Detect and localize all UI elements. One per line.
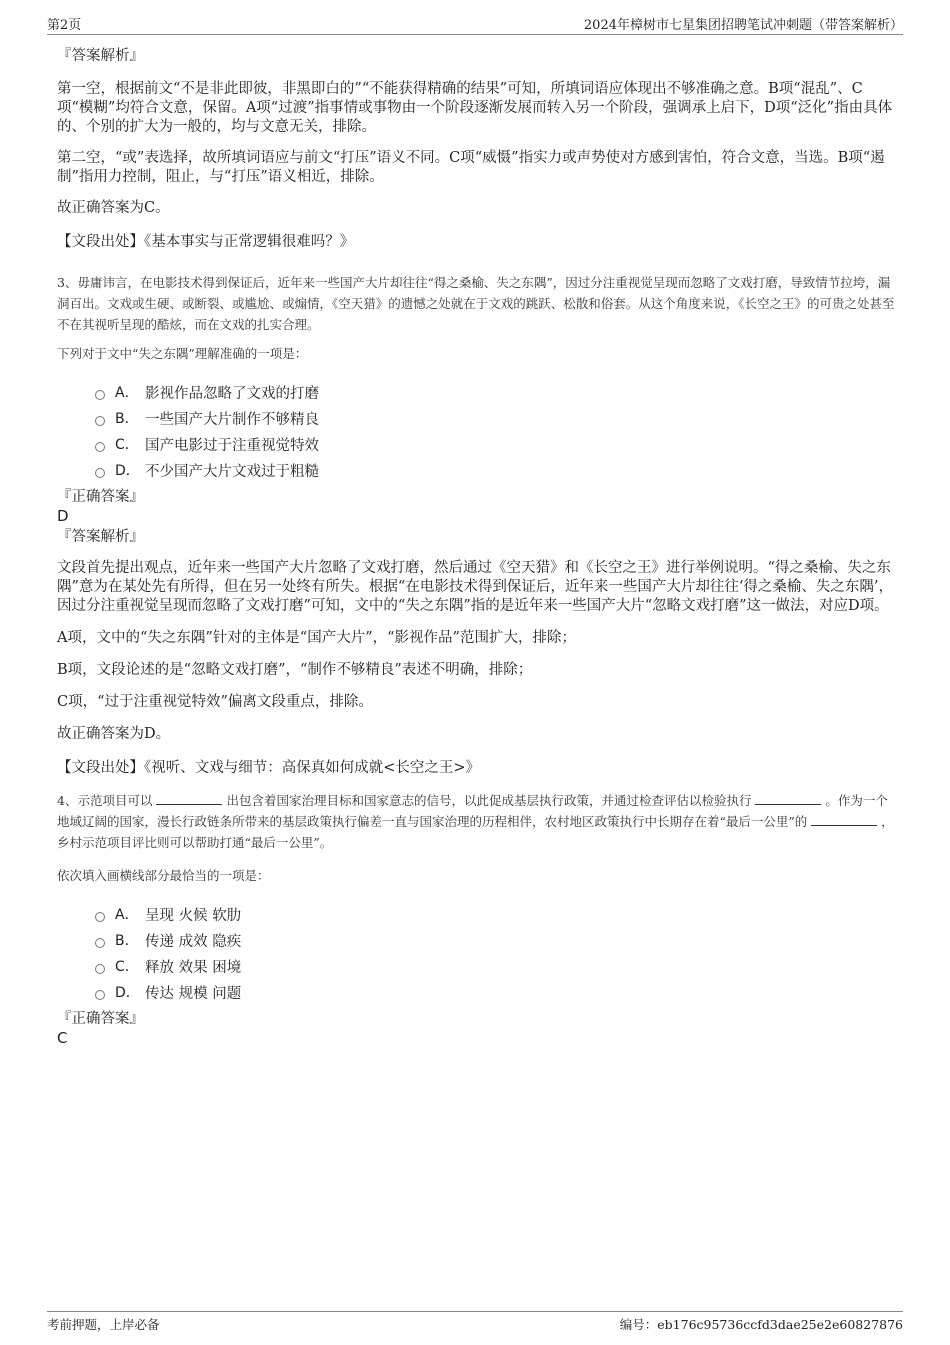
source-citation: 【文段出处】《基本事实与正常逻辑很难吗？》 [57,234,355,250]
option-b[interactable]: B． 传递 成效 隐疾 [95,927,899,953]
question-4-text: 4、示范项目可以 出包含着国家治理目标和国家意志的信号，以此促成基层执行政策，并通过检查评估以检验执行 。作为一个地域辽阔的国家，漫长行政链条所带来的基层政策执行偏差一直与国家治理的历程相伴，农村地区政策执行中长期存在着“最后一公里”的 ，乡村示范项目评比则可以帮助打通“最后一公里”。 [57,793,894,850]
option-a[interactable]: A． 影视作品忽略了文戏的打磨 [95,379,899,405]
correct-answer: D [57,507,69,525]
analysis-option-c: C项，“过于注重视觉特效”偏离文段重点，排除。 [57,694,373,710]
correct-answer-label: 『正确答案』 [57,489,144,505]
answer-conclusion: 故正确答案为C。 [57,200,170,216]
option-a[interactable]: A． 呈现 火候 软肋 [95,901,899,927]
radio-icon[interactable] [95,964,105,974]
page-header [47,14,903,35]
analysis-label: 『答案解析』 [57,529,144,545]
question-4-prompt: 依次填入画横线部分最恰当的一项是： [57,868,270,883]
document-id: 编号：eb176c95736ccfd3dae25e2e60827876 [619,1317,903,1332]
radio-icon[interactable] [95,468,105,478]
question-3-prompt: 下列对于文中“失之东隅”理解准确的一项是： [57,346,308,361]
page-footer [47,1311,903,1337]
fill-blank-1 [156,792,222,805]
page-number: 第2页 [47,18,82,33]
analysis-paragraph-1: 第一空，根据前文“不是非此即彼，非黑即白的”“不能获得精确的结果”可知，所填词语应体现出不够准确之意。B项“混乱”、C项“模糊”均符合文意，保留。A项“过渡”指事情或事物由一个阶段逐渐发展而转入另一个阶段，强调承上启下，D项“泛化”指由具体的、个别的扩大为一般的，均与文意无关，排除。 [57,81,893,135]
radio-icon[interactable] [95,390,105,400]
source-citation: 【文段出处】《视听、文戏与细节：高保真如何成就<长空之王>》 [57,760,481,776]
correct-answer-label: 『正确答案』 [57,1011,144,1027]
option-b[interactable]: B． 一些国产大片制作不够精良 [95,405,899,431]
question-4-options [95,901,899,1005]
analysis-paragraph-2: 第二空，“或”表选择，故所填词语应与前文“打压”语义不同。C项“威慑”指实力或声势使对方感到害怕，符合文意，当选。B项“遏制”指用力控制，阻止，与“打压”语义相近，排除。 [57,150,885,185]
analysis-paragraph-1: 文段首先提出观点，近年来一些国产大片忽略了文戏打磨，然后通过《空天猎》和《长空之王》进行举例说明。“得之桑榆、失之东隅”意为在某处先有所得，但在另一处终有所失。根据“在电影技术得到保证后，近年来一些国产大片却往往‘得之桑榆、失之东隅’，因过分注重视觉呈现而忽略了文戏打磨”可知，文中的“失之东隅”指的是近年来一些国产大片“忽略文戏打磨”这一做法，对应D项。 [57,560,894,614]
radio-icon[interactable] [95,416,105,426]
option-d[interactable]: D． 不少国产大片文戏过于粗糙 [95,457,899,483]
radio-icon[interactable] [95,938,105,948]
footer-slogan: 考前押题，上岸必备 [47,1317,160,1332]
analysis-label: 『答案解析』 [57,48,144,64]
question-3-options [95,379,899,483]
correct-answer: C [57,1029,68,1047]
radio-icon[interactable] [95,442,105,452]
document-title: 2024年樟树市七星集团招聘笔试冲刺题（带答案解析） [583,18,903,33]
question-3-text: 3、毋庸讳言，在电影技术得到保证后，近年来一些国产大片却往往“得之桑榆、失之东隅”，因过分注重视觉呈现而忽略了文戏打磨，导致情节拉垮，漏洞百出。文戏或生硬、或断裂、或尴尬、或煽情，《空天猎》的遗憾之处就在于文戏的跳跃、松散和俗套。从这个角度来说，《长空之王》的可贵之处甚至不在其视听呈现的酷炫，而在文戏的扎实合理。 [57,275,895,332]
page-content [57,46,899,1047]
option-c[interactable]: C． 释放 效果 困境 [95,953,899,979]
option-c[interactable]: C． 国产电影过于注重视觉特效 [95,431,899,457]
fill-blank-2 [755,792,821,805]
answer-conclusion: 故正确答案为D。 [57,726,171,742]
radio-icon[interactable] [95,990,105,1000]
option-d[interactable]: D． 传达 规模 问题 [95,979,899,1005]
analysis-option-b: B项，文段论述的是“忽略文戏打磨”，“制作不够精良”表述不明确，排除； [57,662,533,678]
radio-icon[interactable] [95,912,105,922]
analysis-option-a: A项，文中的“失之东隅”针对的主体是“国产大片”，“影视作品”范围扩大，排除； [57,630,576,646]
fill-blank-3 [811,813,877,826]
